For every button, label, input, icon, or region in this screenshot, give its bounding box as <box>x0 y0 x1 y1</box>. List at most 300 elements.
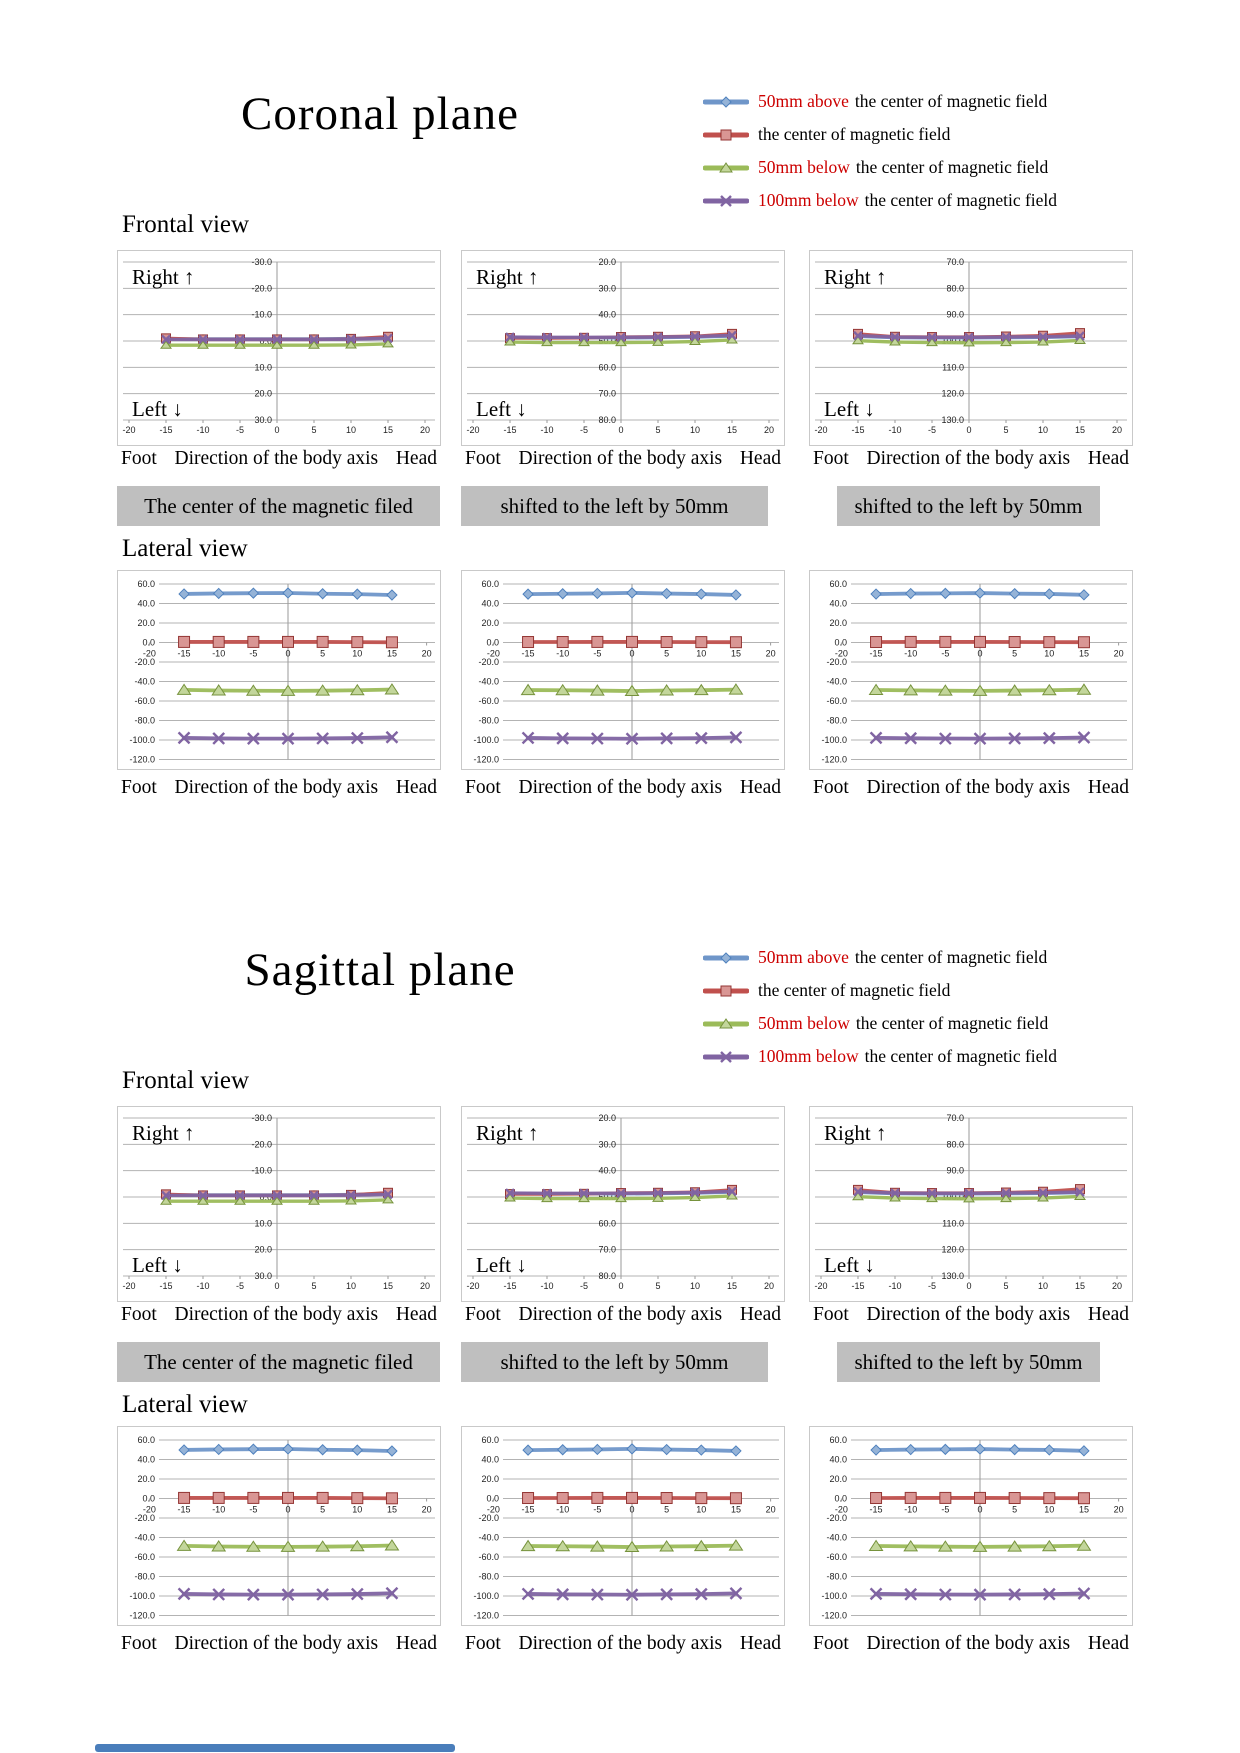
axis-caption-row <box>809 777 1133 799</box>
legend-highlight: 50mm below <box>758 1013 850 1033</box>
svg-text:-30.0: -30.0 <box>251 1113 272 1123</box>
axis-caption-direction: Direction of the body axis <box>866 1633 1071 1654</box>
legend-item <box>703 1007 1057 1040</box>
axis-caption-foot: Foot <box>813 777 849 798</box>
svg-text:100.0: 100.0 <box>941 1192 964 1202</box>
svg-text:20.0: 20.0 <box>598 257 616 267</box>
svg-text:-15: -15 <box>503 1281 517 1291</box>
svg-text:-10: -10 <box>196 425 210 435</box>
svg-text:-15: -15 <box>521 648 535 659</box>
chart-caption-center: The center of the magnetic filed <box>117 486 440 526</box>
axis-caption-foot: Foot <box>465 1304 501 1325</box>
svg-text:-20: -20 <box>122 1281 136 1291</box>
svg-text:-10: -10 <box>540 425 554 435</box>
svg-text:-10: -10 <box>556 648 570 659</box>
svg-text:20.0: 20.0 <box>254 388 272 399</box>
svg-text:-80.0: -80.0 <box>478 715 499 726</box>
svg-text:5: 5 <box>311 425 317 435</box>
svg-text:0: 0 <box>977 1504 983 1515</box>
svg-text:-20: -20 <box>142 1504 156 1515</box>
svg-text:10: 10 <box>696 648 707 659</box>
svg-text:5: 5 <box>1003 1281 1009 1291</box>
svg-text:5: 5 <box>1003 425 1009 435</box>
svg-text:-10: -10 <box>212 648 226 659</box>
svg-text:10: 10 <box>352 648 363 659</box>
legend-item <box>703 974 1057 1007</box>
axis-caption-head: Head <box>1087 1304 1129 1325</box>
legend-highlight: 100mm below <box>758 1046 859 1066</box>
svg-text:-20: -20 <box>834 648 848 659</box>
legend-highlight: 50mm above <box>758 947 849 967</box>
svg-text:80.0: 80.0 <box>946 1139 964 1150</box>
axis-caption-direction: Direction of the body axis <box>518 1304 723 1325</box>
legend-highlight: 50mm below <box>758 157 850 177</box>
lateral-chart-shifted-2 <box>809 1426 1133 1626</box>
svg-text:0.0: 0.0 <box>259 1192 272 1202</box>
svg-text:-120.0: -120.0 <box>129 1610 155 1621</box>
svg-text:-15: -15 <box>869 648 883 659</box>
legend-label: the center of magnetic field <box>854 91 1048 111</box>
svg-text:Left ↓: Left ↓ <box>476 1253 527 1277</box>
legend-item <box>703 85 1057 118</box>
svg-text:-20: -20 <box>466 425 480 435</box>
svg-text:Left ↓: Left ↓ <box>824 1253 875 1277</box>
svg-text:0.0: 0.0 <box>142 1493 155 1504</box>
svg-text:15: 15 <box>382 1281 394 1291</box>
svg-text:90.0: 90.0 <box>946 309 964 320</box>
svg-text:-100.0: -100.0 <box>821 1591 847 1601</box>
svg-text:70.0: 70.0 <box>946 1113 964 1123</box>
axis-caption-foot: Foot <box>813 1633 849 1654</box>
svg-text:15: 15 <box>386 1504 397 1515</box>
svg-text:-5: -5 <box>235 425 245 435</box>
svg-text:130.0: 130.0 <box>941 415 964 425</box>
svg-text:30.0: 30.0 <box>254 415 272 425</box>
svg-text:-20.0: -20.0 <box>478 1513 499 1523</box>
axis-caption-direction: Direction of the body axis <box>518 448 723 469</box>
svg-text:0: 0 <box>285 1504 291 1515</box>
svg-text:-80.0: -80.0 <box>826 715 847 726</box>
axis-caption-foot: Foot <box>813 1304 849 1325</box>
svg-text:-20: -20 <box>486 1504 500 1515</box>
svg-text:20: 20 <box>765 1504 776 1515</box>
svg-text:Left ↓: Left ↓ <box>132 1253 183 1277</box>
legend-line-diamond-icon <box>703 94 749 110</box>
axis-caption-row <box>809 1304 1133 1326</box>
svg-text:15: 15 <box>1074 1281 1086 1291</box>
svg-text:0.0: 0.0 <box>142 637 155 648</box>
svg-text:0: 0 <box>977 648 983 659</box>
svg-text:-10: -10 <box>196 1281 210 1291</box>
axis-caption-head: Head <box>395 448 437 469</box>
svg-text:0: 0 <box>966 1281 972 1291</box>
axis-caption-direction: Direction of the body axis <box>518 777 723 798</box>
svg-text:5: 5 <box>1012 648 1018 659</box>
svg-text:60.0: 60.0 <box>598 1218 616 1229</box>
axis-caption-row <box>461 1304 785 1326</box>
page-title: Coronal plane <box>241 88 519 140</box>
axis-caption-head: Head <box>1087 777 1129 798</box>
svg-text:-40.0: -40.0 <box>478 1532 499 1543</box>
axis-caption-direction: Direction of the body axis <box>174 777 379 798</box>
svg-text:-20: -20 <box>834 1504 848 1515</box>
axis-caption-foot: Foot <box>121 448 157 469</box>
svg-text:-20.0: -20.0 <box>134 657 155 667</box>
svg-text:-20: -20 <box>814 425 828 435</box>
frontal-chart-center <box>117 1106 441 1302</box>
svg-text:-5: -5 <box>249 648 258 659</box>
frontal-view-heading: Frontal view <box>122 211 250 238</box>
svg-text:40.0: 40.0 <box>598 309 616 320</box>
axis-caption-head: Head <box>395 1304 437 1325</box>
lateral-chart-shifted-2 <box>809 570 1133 770</box>
legend-item <box>703 151 1057 184</box>
svg-text:-100.0: -100.0 <box>129 735 155 745</box>
axis-caption-head: Head <box>1087 448 1129 469</box>
svg-text:60.0: 60.0 <box>137 1435 155 1445</box>
axis-caption-direction: Direction of the body axis <box>866 777 1071 798</box>
chart-caption-shifted-1: shifted to the left by 50mm <box>461 486 768 526</box>
svg-text:-80.0: -80.0 <box>134 1571 155 1582</box>
legend <box>703 941 1057 1073</box>
svg-text:70.0: 70.0 <box>598 388 616 399</box>
svg-text:-100.0: -100.0 <box>821 735 847 745</box>
axis-caption-row <box>117 1304 441 1326</box>
svg-text:30.0: 30.0 <box>598 283 616 294</box>
axis-caption-row <box>117 777 441 799</box>
frontal-chart-center <box>117 250 441 446</box>
svg-text:5: 5 <box>320 1504 326 1515</box>
svg-text:-5: -5 <box>579 1281 589 1291</box>
svg-text:-5: -5 <box>249 1504 258 1515</box>
page-title: Sagittal plane <box>244 944 516 996</box>
svg-text:40.0: 40.0 <box>481 1454 499 1465</box>
legend-highlight: 50mm above <box>758 91 849 111</box>
svg-text:-20.0: -20.0 <box>826 1513 847 1523</box>
svg-text:-40.0: -40.0 <box>826 1532 847 1543</box>
svg-text:-5: -5 <box>927 425 937 435</box>
svg-text:-60.0: -60.0 <box>826 1552 847 1562</box>
svg-text:20: 20 <box>1111 425 1123 435</box>
svg-text:10: 10 <box>345 425 357 435</box>
axis-caption-foot: Foot <box>465 1633 501 1654</box>
svg-text:20: 20 <box>421 1504 432 1515</box>
svg-text:-5: -5 <box>579 425 589 435</box>
svg-text:5: 5 <box>311 1281 317 1291</box>
svg-text:-10.0: -10.0 <box>251 309 272 320</box>
axis-caption-direction: Direction of the body axis <box>174 448 379 469</box>
svg-text:-60.0: -60.0 <box>478 696 499 706</box>
axis-caption-direction: Direction of the body axis <box>866 448 1071 469</box>
svg-text:0.0: 0.0 <box>486 637 499 648</box>
axis-caption-head: Head <box>739 448 781 469</box>
svg-text:40.0: 40.0 <box>829 598 847 609</box>
axis-caption-foot: Foot <box>465 777 501 798</box>
svg-text:20.0: 20.0 <box>598 1113 616 1123</box>
axis-caption-foot: Foot <box>121 1633 157 1654</box>
svg-text:100.0: 100.0 <box>941 336 964 346</box>
svg-text:-120.0: -120.0 <box>821 1610 847 1621</box>
svg-text:0: 0 <box>629 648 635 659</box>
legend-line-square-icon <box>703 127 749 143</box>
svg-text:10: 10 <box>1044 1504 1055 1515</box>
svg-text:-5: -5 <box>941 1504 950 1515</box>
svg-text:20.0: 20.0 <box>829 618 847 628</box>
legend-item <box>703 184 1057 217</box>
svg-text:60.0: 60.0 <box>137 579 155 589</box>
axis-caption-direction: Direction of the body axis <box>518 1633 723 1654</box>
svg-text:10: 10 <box>352 1504 363 1515</box>
frontal-chart-shifted-1 <box>461 250 785 446</box>
svg-text:40.0: 40.0 <box>481 598 499 609</box>
svg-text:-60.0: -60.0 <box>478 1552 499 1562</box>
lateral-chart-center <box>117 1426 441 1626</box>
svg-text:-120.0: -120.0 <box>129 754 155 765</box>
frontal-chart-shifted-2 <box>809 250 1133 446</box>
svg-text:120.0: 120.0 <box>941 1244 964 1255</box>
svg-text:-20: -20 <box>142 648 156 659</box>
svg-text:80.0: 80.0 <box>598 415 616 425</box>
axis-caption-foot: Foot <box>121 777 157 798</box>
svg-text:10.0: 10.0 <box>254 1218 272 1229</box>
svg-text:0.0: 0.0 <box>486 1493 499 1504</box>
svg-text:10: 10 <box>696 1504 707 1515</box>
axis-caption-direction: Direction of the body axis <box>174 1304 379 1325</box>
svg-text:-100.0: -100.0 <box>129 1591 155 1601</box>
svg-text:15: 15 <box>386 648 397 659</box>
svg-text:-15: -15 <box>869 1504 883 1515</box>
frontal-chart-shifted-1 <box>461 1106 785 1302</box>
svg-text:110.0: 110.0 <box>942 1218 964 1229</box>
svg-text:60.0: 60.0 <box>829 1435 847 1445</box>
svg-text:10: 10 <box>1037 425 1049 435</box>
svg-text:-5: -5 <box>235 1281 245 1291</box>
svg-text:20.0: 20.0 <box>481 618 499 628</box>
legend-line-x-icon <box>703 1049 749 1065</box>
svg-text:10: 10 <box>689 425 701 435</box>
axis-caption-row <box>117 448 441 470</box>
svg-text:15: 15 <box>726 425 738 435</box>
svg-text:20: 20 <box>419 1281 431 1291</box>
svg-text:-10: -10 <box>540 1281 554 1291</box>
svg-text:80.0: 80.0 <box>946 283 964 294</box>
svg-text:20.0: 20.0 <box>481 1474 499 1484</box>
svg-text:-5: -5 <box>593 1504 602 1515</box>
axis-caption-row <box>461 1633 785 1655</box>
svg-text:60.0: 60.0 <box>598 362 616 373</box>
svg-text:-20.0: -20.0 <box>826 657 847 667</box>
svg-text:15: 15 <box>730 1504 741 1515</box>
svg-text:-120.0: -120.0 <box>821 754 847 765</box>
axis-caption-row <box>461 777 785 799</box>
legend-label: the center of magnetic field <box>758 980 951 1000</box>
svg-text:70.0: 70.0 <box>946 257 964 267</box>
svg-text:20: 20 <box>763 1281 775 1291</box>
svg-text:70.0: 70.0 <box>598 1244 616 1255</box>
svg-text:-60.0: -60.0 <box>826 696 847 706</box>
svg-text:-10: -10 <box>888 1281 902 1291</box>
svg-text:20.0: 20.0 <box>137 618 155 628</box>
svg-text:20: 20 <box>421 648 432 659</box>
axis-caption-head: Head <box>739 1304 781 1325</box>
axis-caption-head: Head <box>1087 1633 1129 1654</box>
svg-text:60.0: 60.0 <box>829 579 847 589</box>
svg-text:0.0: 0.0 <box>834 637 847 648</box>
legend-label: the center of magnetic field <box>864 1046 1058 1066</box>
svg-text:20: 20 <box>1111 1281 1123 1291</box>
svg-text:-20.0: -20.0 <box>251 283 272 294</box>
legend-line-triangle-icon <box>703 160 749 176</box>
svg-text:10: 10 <box>1044 648 1055 659</box>
svg-text:10: 10 <box>345 1281 357 1291</box>
svg-text:5: 5 <box>655 1281 661 1291</box>
axis-caption-foot: Foot <box>121 1304 157 1325</box>
legend-highlight: 100mm below <box>758 190 859 210</box>
svg-text:20.0: 20.0 <box>137 1474 155 1484</box>
svg-text:20: 20 <box>765 648 776 659</box>
svg-text:20: 20 <box>763 425 775 435</box>
svg-text:-60.0: -60.0 <box>134 1552 155 1562</box>
legend-label: the center of magnetic field <box>854 947 1048 967</box>
svg-text:60.0: 60.0 <box>481 579 499 589</box>
svg-text:-5: -5 <box>941 648 950 659</box>
svg-text:-20: -20 <box>466 1281 480 1291</box>
legend-line-triangle-icon <box>703 1016 749 1032</box>
lateral-view-heading: Lateral view <box>122 1391 248 1418</box>
legend-item <box>703 118 1057 151</box>
svg-text:-5: -5 <box>593 648 602 659</box>
legend-item <box>703 941 1057 974</box>
svg-text:80.0: 80.0 <box>598 1271 616 1281</box>
svg-text:Left ↓: Left ↓ <box>132 397 183 421</box>
svg-text:90.0: 90.0 <box>946 1165 964 1176</box>
svg-text:-10.0: -10.0 <box>251 1165 272 1176</box>
svg-text:0: 0 <box>966 425 972 435</box>
svg-text:40.0: 40.0 <box>598 1165 616 1176</box>
chart-caption-shifted-1: shifted to the left by 50mm <box>461 1342 768 1382</box>
lateral-chart-shifted-1 <box>461 570 785 770</box>
svg-text:-100.0: -100.0 <box>473 1591 499 1601</box>
svg-text:-120.0: -120.0 <box>473 754 499 765</box>
svg-text:5: 5 <box>1012 1504 1018 1515</box>
axis-caption-head: Head <box>395 777 437 798</box>
svg-text:-40.0: -40.0 <box>826 676 847 687</box>
svg-text:-15: -15 <box>159 1281 173 1291</box>
svg-text:40.0: 40.0 <box>137 598 155 609</box>
axis-caption-row <box>809 448 1133 470</box>
svg-text:50.0: 50.0 <box>598 336 616 346</box>
svg-text:-10: -10 <box>556 1504 570 1515</box>
svg-text:30.0: 30.0 <box>598 1139 616 1150</box>
legend-label: the center of magnetic field <box>855 1013 1049 1033</box>
frontal-chart-shifted-2 <box>809 1106 1133 1302</box>
svg-text:-80.0: -80.0 <box>478 1571 499 1582</box>
legend-label: the center of magnetic field <box>864 190 1058 210</box>
svg-text:-40.0: -40.0 <box>134 1532 155 1543</box>
svg-text:15: 15 <box>1078 648 1089 659</box>
svg-text:Right ↑: Right ↑ <box>132 1121 195 1145</box>
svg-text:40.0: 40.0 <box>829 1454 847 1465</box>
lateral-chart-shifted-1 <box>461 1426 785 1626</box>
svg-text:5: 5 <box>320 648 326 659</box>
svg-text:Right ↑: Right ↑ <box>476 1121 539 1145</box>
svg-text:40.0: 40.0 <box>137 1454 155 1465</box>
svg-text:-120.0: -120.0 <box>473 1610 499 1621</box>
svg-text:15: 15 <box>1078 1504 1089 1515</box>
svg-text:-20.0: -20.0 <box>478 657 499 667</box>
svg-text:Left ↓: Left ↓ <box>824 397 875 421</box>
svg-text:-15: -15 <box>159 425 173 435</box>
svg-text:0: 0 <box>618 425 624 435</box>
legend-label: the center of magnetic field <box>855 157 1049 177</box>
svg-text:0.0: 0.0 <box>834 1493 847 1504</box>
svg-text:Left ↓: Left ↓ <box>476 397 527 421</box>
sagittal-section <box>0 941 1240 1681</box>
svg-text:-80.0: -80.0 <box>826 1571 847 1582</box>
svg-text:5: 5 <box>664 648 670 659</box>
legend-item <box>703 1040 1057 1073</box>
axis-caption-direction: Direction of the body axis <box>174 1633 379 1654</box>
svg-text:-30.0: -30.0 <box>251 257 272 267</box>
svg-text:20: 20 <box>1113 648 1124 659</box>
axis-caption-row <box>117 1633 441 1655</box>
axis-caption-foot: Foot <box>465 448 501 469</box>
axis-caption-direction: Direction of the body axis <box>866 1304 1071 1325</box>
axis-caption-row <box>809 1633 1133 1655</box>
svg-text:-10: -10 <box>212 1504 226 1515</box>
svg-text:-20.0: -20.0 <box>251 1139 272 1150</box>
svg-text:Right ↑: Right ↑ <box>132 265 195 289</box>
svg-text:20: 20 <box>419 425 431 435</box>
svg-text:5: 5 <box>655 425 661 435</box>
svg-text:0.0: 0.0 <box>259 336 272 346</box>
svg-text:130.0: 130.0 <box>941 1271 964 1281</box>
svg-text:60.0: 60.0 <box>481 1435 499 1445</box>
coronal-section <box>0 85 1240 825</box>
svg-text:Right ↑: Right ↑ <box>476 265 539 289</box>
svg-text:30.0: 30.0 <box>254 1271 272 1281</box>
svg-text:-15: -15 <box>503 425 517 435</box>
svg-text:-20: -20 <box>122 425 136 435</box>
svg-text:-40.0: -40.0 <box>134 676 155 687</box>
svg-text:0: 0 <box>274 425 280 435</box>
svg-text:20: 20 <box>1113 1504 1124 1515</box>
legend-line-square-icon <box>703 983 749 999</box>
axis-caption-head: Head <box>739 1633 781 1654</box>
svg-text:10.0: 10.0 <box>254 362 272 373</box>
axis-caption-head: Head <box>739 777 781 798</box>
axis-caption-foot: Foot <box>813 448 849 469</box>
svg-text:0: 0 <box>618 1281 624 1291</box>
svg-text:-15: -15 <box>177 648 191 659</box>
svg-text:-20: -20 <box>486 648 500 659</box>
svg-text:-15: -15 <box>851 425 865 435</box>
axis-caption-head: Head <box>395 1633 437 1654</box>
svg-text:-10: -10 <box>904 1504 918 1515</box>
legend-line-diamond-icon <box>703 950 749 966</box>
legend-line-x-icon <box>703 193 749 209</box>
svg-text:-40.0: -40.0 <box>478 676 499 687</box>
svg-text:50.0: 50.0 <box>598 1192 616 1202</box>
svg-text:-15: -15 <box>177 1504 191 1515</box>
chart-caption-shifted-2: shifted to the left by 50mm <box>837 1342 1100 1382</box>
svg-text:-15: -15 <box>521 1504 535 1515</box>
svg-text:0: 0 <box>285 648 291 659</box>
svg-text:15: 15 <box>730 648 741 659</box>
bottom-progress-bar <box>95 1744 455 1752</box>
svg-text:-80.0: -80.0 <box>134 715 155 726</box>
svg-text:10: 10 <box>689 1281 701 1291</box>
